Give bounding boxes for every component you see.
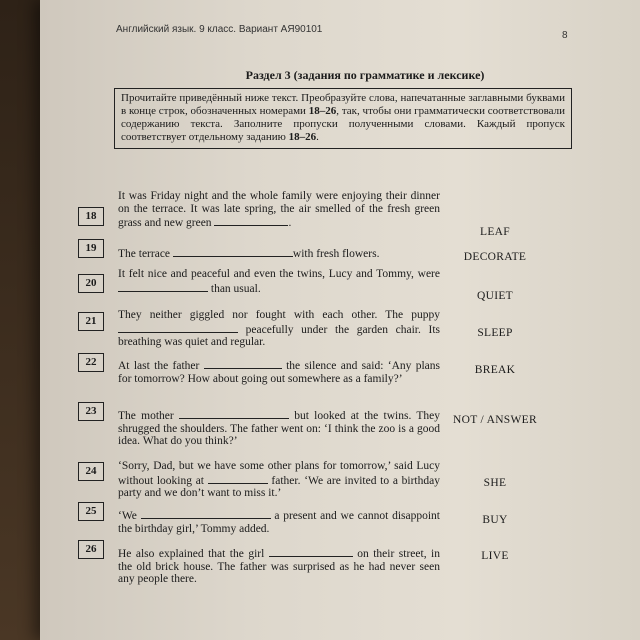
item-text-after: with fresh flowers.	[292, 248, 380, 260]
item-number: 21	[78, 312, 104, 331]
item-text	[118, 268, 440, 295]
keyword: SHE	[483, 477, 507, 489]
answer-blank[interactable]	[179, 408, 289, 419]
item-text	[118, 246, 440, 261]
item-text-after: the silence and said: ‘Any plans for tomorrow? How about going out somewhere as a family?’	[118, 360, 440, 385]
keyword: QUIET	[477, 290, 513, 302]
exam-header: Английский язык. 9 класс. Вариант АЯ90101	[116, 24, 323, 35]
item-number: 18	[78, 207, 104, 226]
instructions-text-2: , так, чтобы они грамматически соответствовали содержанию текста. Заполните пропуски полученными словами. Каждый пропуск соответствует отдельному заданию	[121, 105, 566, 143]
page-number: 8	[562, 30, 568, 41]
item-text	[118, 546, 440, 586]
answer-blank[interactable]	[118, 322, 238, 333]
instructions-end: .	[316, 131, 319, 143]
item-text	[118, 408, 440, 448]
answer-blank[interactable]	[214, 215, 288, 226]
section-title: Раздел 3 (задания по грамматике и лексике)	[245, 68, 485, 82]
item-text	[118, 309, 440, 349]
instructions-box	[114, 88, 572, 149]
item-text-after: a present and we cannot disappoint the birthday girl,’ Tommy added.	[118, 510, 440, 535]
item-number: 23	[78, 402, 104, 421]
keyword: BUY	[482, 514, 508, 526]
keyword: BREAK	[474, 364, 516, 376]
item-text-after: .	[288, 217, 292, 229]
keyword: NOT / ANSWER	[453, 414, 537, 426]
item-text	[118, 460, 440, 500]
item-text-before: They neither giggled nor fought with each other. The puppy	[118, 309, 440, 321]
item-number: 26	[78, 540, 104, 559]
item-text-before: At last the father	[118, 360, 204, 372]
instructions-text: Прочитайте приведённый ниже текст. Преобразуйте слова, напечатанные заглавными буквами в конце строк, обозначенных номерами	[121, 92, 565, 117]
answer-blank[interactable]	[204, 358, 282, 369]
item-text	[118, 190, 440, 230]
item-text-before: He also explained that the girl	[118, 548, 269, 560]
item-text-before: The terrace	[118, 248, 173, 260]
item-text-after: than usual.	[208, 282, 261, 295]
instructions-range: 18–26	[308, 105, 337, 117]
item-text	[118, 358, 440, 385]
item-text-after: on their street, in the old brick house. The father was surprised as he had never seen any people there.	[118, 548, 440, 585]
item-text-after: peacefully under the garden chair. Its breathing was quiet and regular.	[118, 323, 440, 348]
keyword: DECORATE	[463, 251, 527, 263]
answer-blank[interactable]	[269, 546, 353, 557]
item-number: 25	[78, 502, 104, 521]
item-number: 24	[78, 462, 104, 481]
answer-blank[interactable]	[141, 508, 271, 519]
item-text-before: ‘We	[118, 510, 141, 522]
item-number: 19	[78, 239, 104, 258]
item-text-after: father. ‘We are invited to a birthday party and we don’t want to miss it.’	[118, 474, 440, 499]
answer-blank[interactable]	[118, 281, 208, 292]
keyword: LIVE	[481, 550, 509, 562]
keyword: SLEEP	[477, 327, 513, 339]
item-text-before: It felt nice and peaceful and even the twins, Lucy and Tommy, were	[118, 268, 440, 280]
item-text-after: but looked at the twins. They shrugged the shoulders. The father went on: ‘I think the zoo is a good idea. What do you think?’	[118, 410, 441, 447]
item-number: 22	[78, 353, 104, 372]
answer-blank[interactable]	[208, 473, 268, 484]
item-text-before: The mother	[118, 410, 179, 422]
item-text	[118, 508, 440, 535]
exam-page	[40, 0, 640, 640]
keyword: LEAF	[480, 226, 510, 238]
item-text-before: It was Friday night and the whole family were enjoying their dinner on the terrace. It was late spring, the air smelled of the fresh green grass and new green	[118, 190, 440, 229]
item-number: 20	[78, 274, 104, 293]
answer-blank[interactable]	[173, 246, 293, 257]
instructions-range-2: 18–26	[288, 131, 317, 143]
item-text-before: ‘Sorry, Dad, but we have some other plans for tomorrow,’ said Lucy without looking at	[118, 460, 440, 487]
